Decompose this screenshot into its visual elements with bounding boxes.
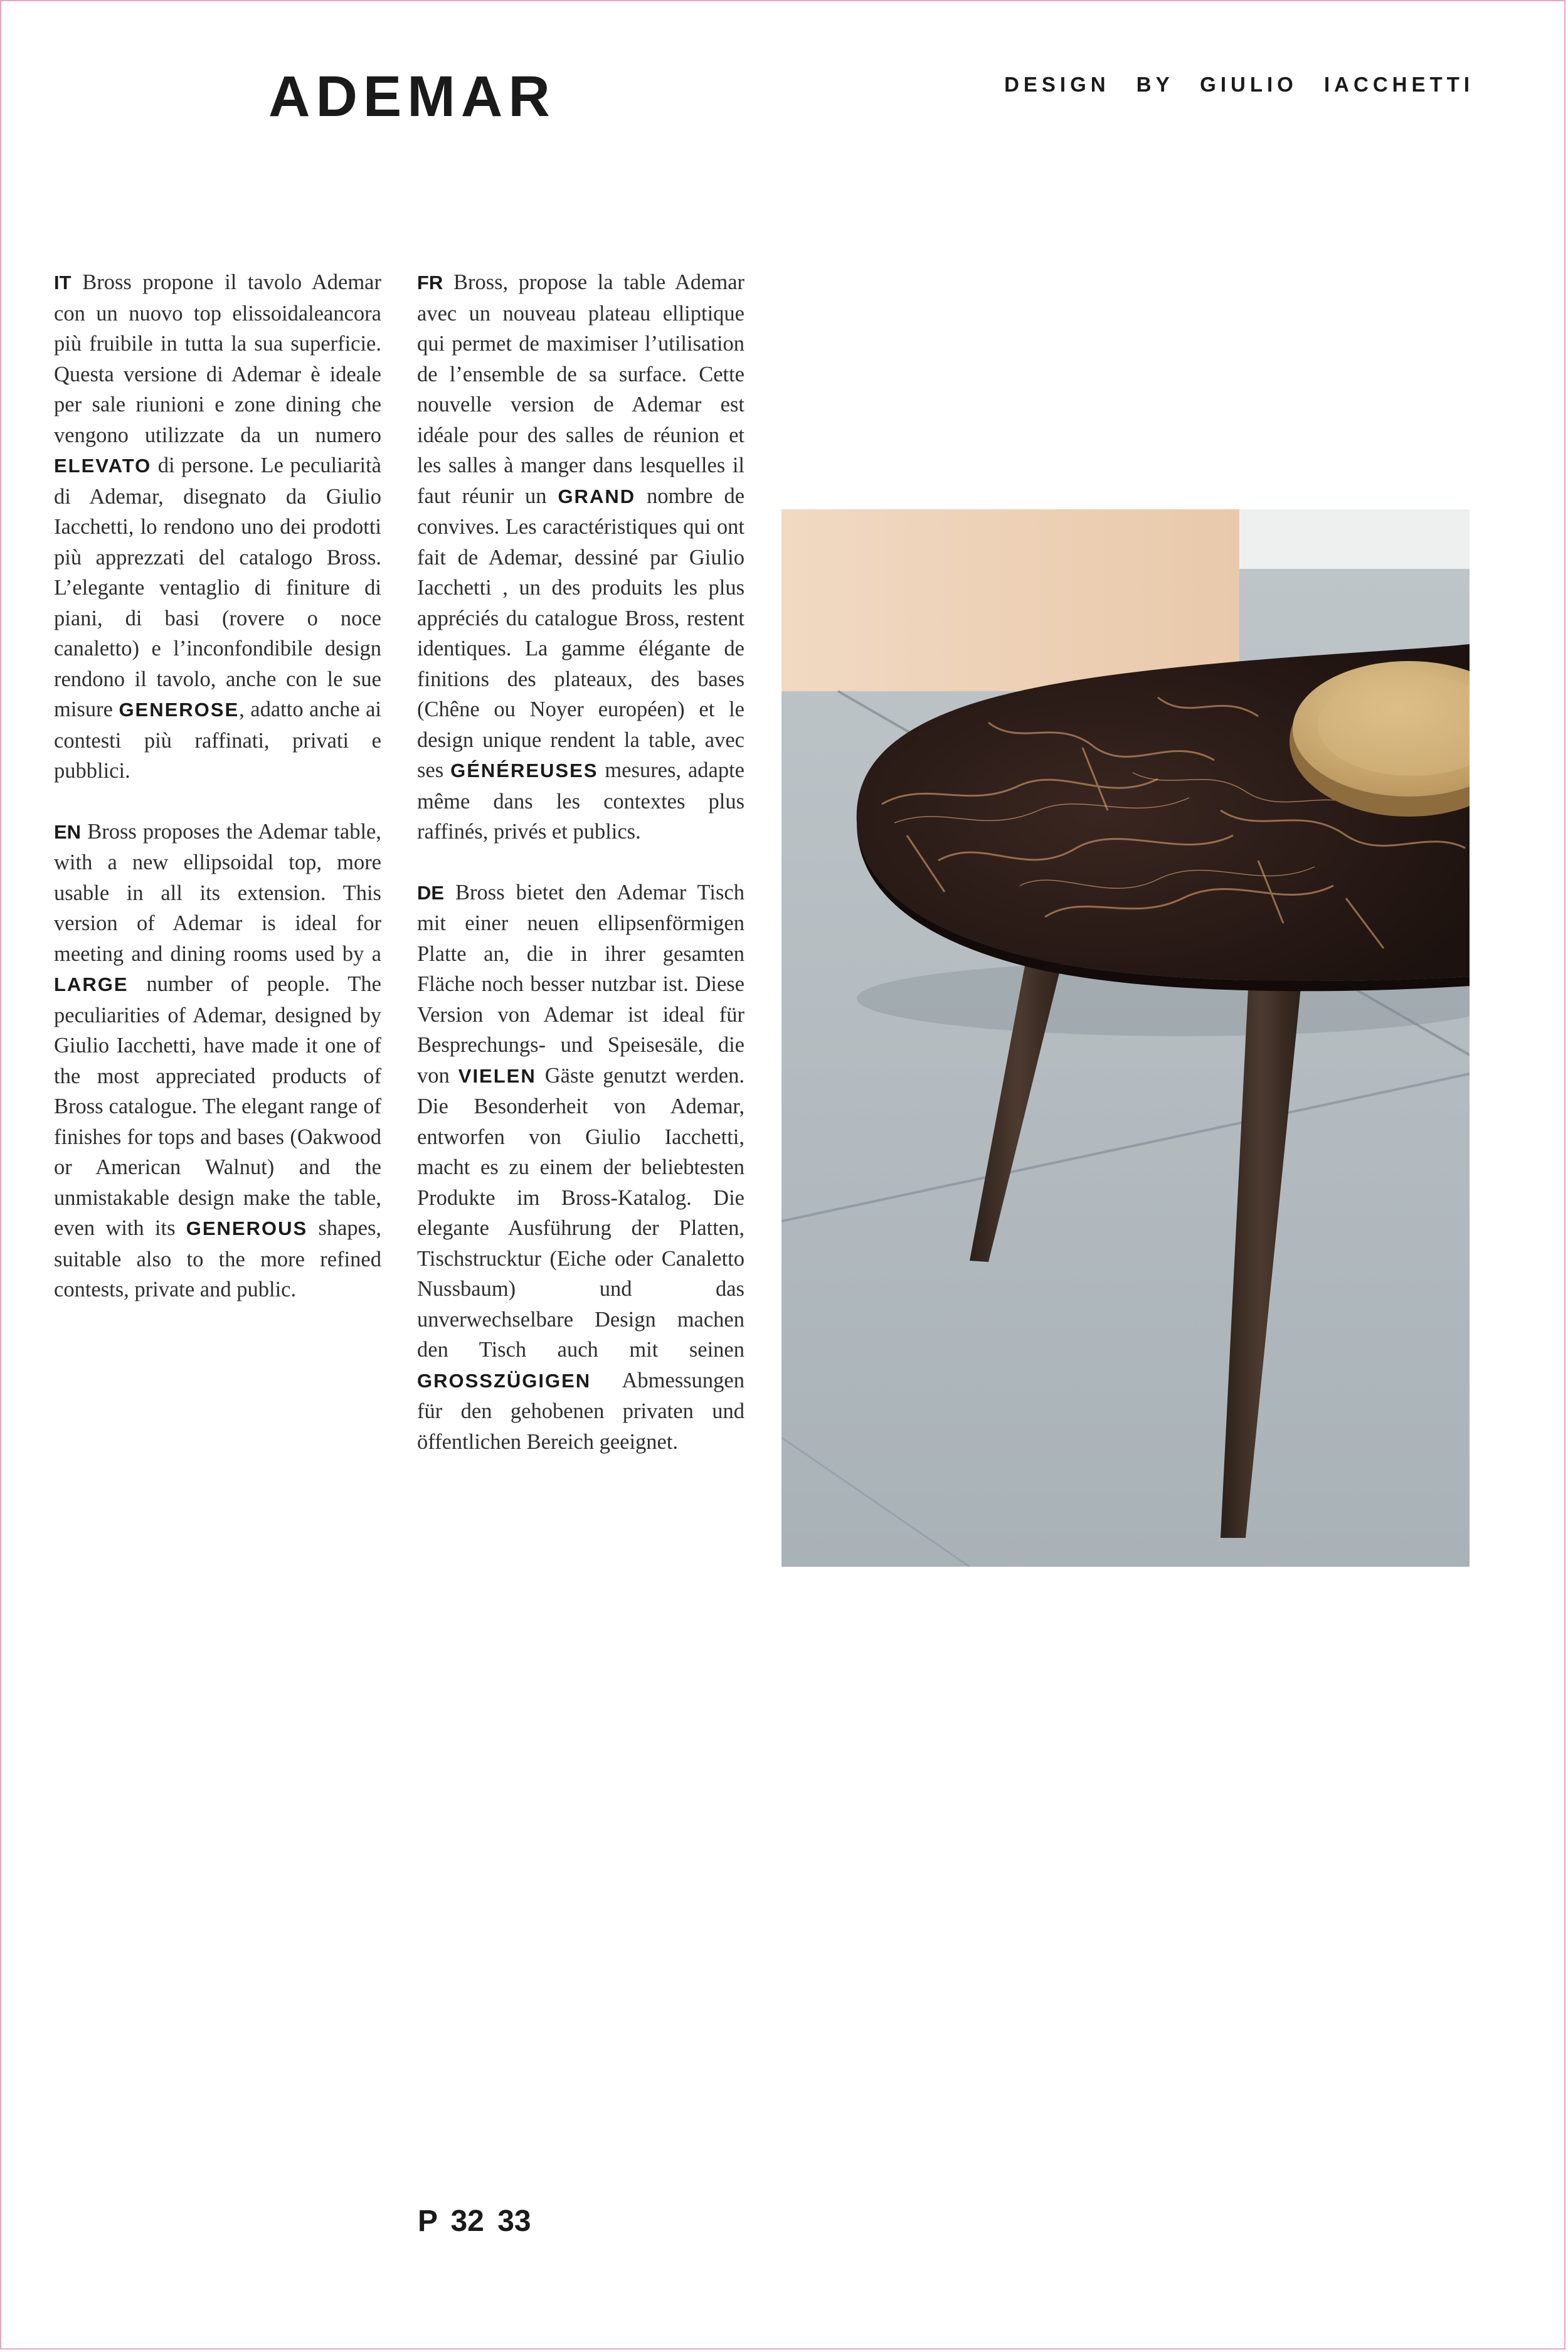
product-photo bbox=[781, 509, 1470, 1567]
page-title: ADEMAR bbox=[268, 65, 556, 129]
emphasis-word: GENEROSE bbox=[119, 699, 240, 721]
emphasis-word: GRAND bbox=[558, 485, 636, 507]
body-text: , adatto anche ai contesti più raffinati, privati e pubblici. bbox=[54, 697, 381, 783]
emphasis-word: GÉNÉREUSES bbox=[450, 760, 598, 781]
body-text: Bross bietet den Ademar Tisch mit einer neuen ellipsenförmigen Platte an, die in ihrer gesamten Fläche noch besser nutzbar ist. Diese Version von Ademar ist ideal für Besprechungs- und Speisesäle, die von bbox=[417, 880, 744, 1088]
designer-credit: DESIGN BY GIULIO IACCHETTI bbox=[1004, 73, 1474, 96]
body-text: mesures, adapte même dans les contextes plus raffinés, privés et publics. bbox=[417, 758, 744, 844]
language-code: FR bbox=[417, 272, 443, 294]
body-text: Gäste genutzt werden. Die Besonderheit von Ademar, entworfen von Giulio Iacchetti, macht es zu einem der beliebtesten Produkte im Bross-Katalog. Die elegante Ausführung der Platten, Tischstrucktur (Eiche oder Canaletto Nussbaum) und das unverwechselbare Design machen den Tisch auch mit seinen bbox=[417, 1063, 744, 1362]
language-code: IT bbox=[54, 272, 72, 294]
emphasis-word: ELEVATO bbox=[54, 455, 152, 477]
body-text: Abmessungen für den gehobenen privaten und öffentlichen Bereich geeignet. bbox=[417, 1368, 744, 1454]
text-column-left bbox=[54, 267, 381, 1335]
paragraph-en bbox=[54, 817, 381, 1305]
text-column-middle bbox=[417, 267, 744, 1487]
paragraph-fr bbox=[417, 267, 744, 847]
body-text: shapes, suitable also to the more refined contests, private and public. bbox=[54, 1216, 382, 1301]
emphasis-word: GROSSZÜGIGEN bbox=[417, 1369, 591, 1392]
body-text: number of people. The peculiarities of Ademar, designed by Giulio Iacchetti, have made it one of the most appreciated products of Bross catalogue. The elegant range of finishes for tops and bases (Oakwood or American Walnut) and the unmistakable design make the table, even with its bbox=[54, 972, 381, 1240]
emphasis-word: VIELEN bbox=[458, 1064, 536, 1087]
body-text: Bross propone il tavolo Ademar con un nuovo top elissoidaleancora più fruibile in tutta la sua superficie. Questa versione di Ademar è ideale per sale riunioni e zone dining che vengono utilizzate da un numero bbox=[54, 270, 381, 447]
paragraph-de bbox=[417, 877, 744, 1458]
page-number: P 32 33 bbox=[418, 2205, 531, 2238]
body-text: Bross proposes the Ademar table, with a new ellipsoidal top, more usable in all its extension. This version of Ademar is ideal for meeting and dining rooms used by a bbox=[54, 819, 381, 966]
body-text: nombre de convives. Les caractéristiques qui ont fait de Ademar, dessiné par Giulio Iacchetti , un des produits les plus appréciés du catalogue Bross, restent identiques. La gamme élégante de finitions des plateaux, des bases (Chêne ou Noyer européen) et le design unique rendent la table, avec ses bbox=[417, 484, 745, 782]
language-code: EN bbox=[54, 820, 82, 843]
body-text: Bross, propose la table Ademar avec un nouveau plateau elliptique qui permet de maximiser l’utilisation de l’ensemble de sa surface. Cette nouvelle version de Ademar est idéale pour des salles de réunion et les salles à manger dans lesquelles il faut réunir un bbox=[417, 270, 744, 508]
body-text: di persone. Le peculiarità di Ademar, disegnato da Giulio Iacchetti, lo rendono uno dei prodotti più apprezzati del catalogo Bross. L’elegante ventaglio di finiture di piani, di basi (rovere o noce canaletto) e l’inconfondibile design rendono il tavolo, anche con le sue misure bbox=[54, 453, 381, 721]
paragraph-it bbox=[54, 267, 381, 787]
emphasis-word: LARGE bbox=[54, 973, 129, 995]
language-code: DE bbox=[417, 881, 445, 904]
emphasis-word: GENEROUS bbox=[186, 1217, 308, 1239]
